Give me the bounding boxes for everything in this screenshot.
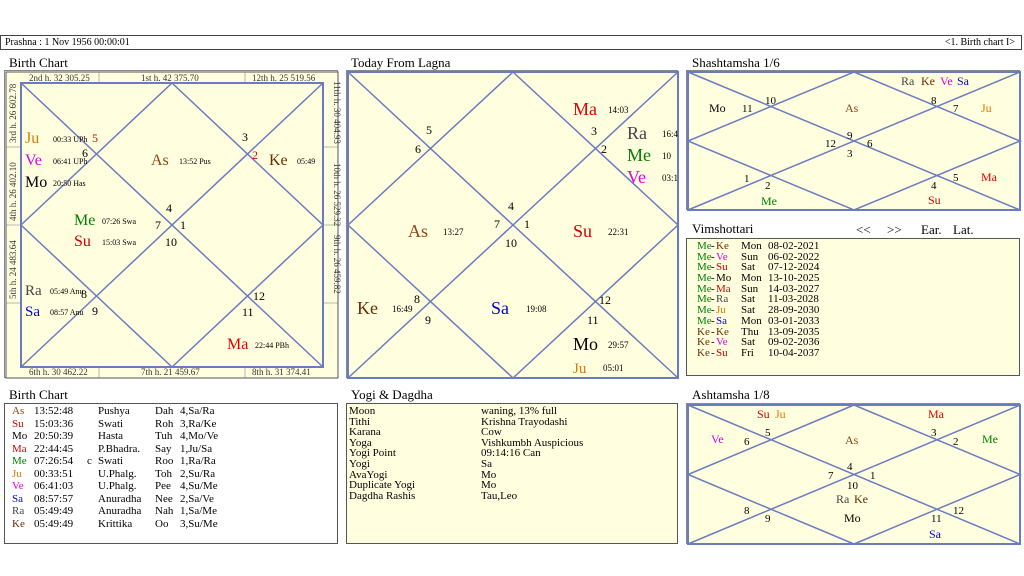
planet-name: Su (12, 417, 24, 430)
yogi-value: Mo (481, 479, 497, 492)
sign-4: 4 (931, 180, 937, 192)
planet-as: As (151, 152, 169, 169)
planet-ke: Ke (854, 492, 868, 506)
dasha-day: Sat (741, 304, 756, 317)
sign-10: 10 (765, 95, 776, 107)
sign-1: 1 (870, 470, 876, 482)
sign-8: 8 (414, 292, 420, 306)
dasha-date: 14-03-2027 (768, 282, 820, 295)
dasha-day: Sat (741, 293, 756, 306)
planet-detail-su: 15:03 Swa (102, 238, 136, 247)
planet-ma: Ma (227, 336, 249, 353)
dasha-separator: - (711, 272, 715, 285)
syllable: Nah (155, 505, 174, 517)
today-chart-panel (346, 70, 678, 378)
dasha-separator: - (711, 282, 715, 295)
shashtamsha-panel (686, 70, 1020, 210)
dasha-lord: Me (697, 282, 712, 295)
planet-name: As (12, 405, 25, 417)
pada-lords: 1,Ju/Sa (180, 442, 213, 455)
dasha-lord: Ke (697, 325, 710, 338)
dasha-lord: Me (697, 250, 712, 263)
sign-9: 9 (425, 313, 431, 327)
dasha-row[interactable] (697, 316, 1017, 327)
dasha-separator: - (711, 250, 715, 263)
yogi-value: Tau,Leo (481, 489, 518, 502)
yogi-key: AvaYogi (349, 468, 388, 481)
planet-ju: Ju (25, 130, 40, 147)
planet-name: Ju (12, 467, 22, 480)
sign-12: 12 (599, 293, 611, 307)
planet-me: Me (982, 432, 998, 446)
sign-8: 8 (81, 287, 87, 301)
planet-longitude: 07:26:54 (34, 455, 74, 467)
planet-longitude: 06:41:03 (34, 480, 74, 492)
pada-lords: 1,Ra/Ra (180, 455, 216, 467)
birth-chart-title: Birth Chart (9, 55, 68, 70)
dasha-lord: Ke (697, 346, 710, 359)
syllable: Tuh (155, 430, 173, 442)
planet-ju: Ju (981, 101, 992, 115)
today-chart-diagram (347, 71, 679, 379)
nakshatra: U.Phalg. (98, 480, 137, 492)
birth-chart-diagram (5, 71, 342, 379)
house-label-10th: 10th h. 26 529.32 (332, 163, 342, 227)
planet-ve: Ve (711, 432, 724, 446)
planet-ma: Ma (981, 170, 997, 184)
bhukti-lord: Ra (716, 293, 729, 306)
planet-mo: Mo (25, 174, 48, 191)
planet-detail-me: 10 (662, 151, 671, 161)
bhukti-lord: Su (716, 346, 728, 359)
sign-12: 12 (253, 289, 265, 303)
dasha-date: 13-10-2025 (768, 272, 820, 285)
planet-ra: Ra (901, 74, 915, 88)
bhukti-lord: Ke (716, 240, 729, 252)
planet-detail-ke: 05:49 (297, 157, 316, 166)
planet-su: Su (573, 221, 593, 241)
dasha-date: 10-04-2037 (768, 346, 820, 359)
sign-7: 7 (494, 217, 500, 231)
planet-me: Me (761, 194, 777, 208)
dasha-day: Mon (741, 272, 762, 285)
dasha-date: 07-12-2024 (768, 261, 820, 274)
sign-6: 6 (415, 142, 421, 156)
planet-detail-as: 13:52 Pus (179, 157, 211, 166)
nakshatra: Swati (98, 455, 124, 467)
planet-me: Me (627, 145, 651, 165)
planet-row (12, 519, 332, 532)
sign-1: 1 (744, 173, 750, 185)
yogi-value: Vishkumbh Auspicious (481, 436, 584, 449)
planet-detail-ju: 00:33 UPh (53, 135, 88, 144)
sign-8: 8 (744, 505, 750, 517)
sign-11: 11 (931, 513, 942, 525)
later-button[interactable]: Lat. (953, 222, 974, 237)
syllable: Dah (155, 405, 174, 417)
planet-ra: Ra (836, 492, 850, 506)
yogi-key: Tithi (349, 415, 371, 428)
sign-5: 5 (426, 123, 432, 137)
house-label-11th: 11th h. 30 404.93 (332, 81, 342, 144)
sign-12: 12 (953, 505, 964, 517)
planet-name: Mo (12, 430, 28, 442)
planet-row (12, 456, 332, 469)
prev-period-button[interactable]: << (856, 222, 871, 237)
sign-5: 5 (92, 131, 98, 145)
nakshatra: Hasta (98, 430, 124, 442)
planet-ke: Ke (357, 298, 378, 318)
planet-mo: Mo (709, 101, 726, 115)
dasha-lord: Me (697, 272, 712, 285)
dasha-date: 06-02-2022 (768, 250, 820, 263)
planet-detail-mo: 20:50 Has (53, 179, 86, 188)
planet-name: Ke (12, 517, 25, 530)
house-label-3rd: 3rd h. 26 602.78 (8, 83, 18, 143)
house-label-2nd: 2nd h. 32 305.25 (29, 73, 90, 83)
planet-detail-ke: 16:49 (392, 304, 413, 314)
planet-name: Me (12, 455, 27, 467)
dasha-date: 28-09-2030 (768, 304, 820, 317)
planet-name: Ma (12, 442, 27, 455)
ashtamsha-title: Ashtamsha 1/8 (692, 387, 770, 402)
planet-longitude: 13:52:48 (34, 405, 74, 417)
planet-ma: Ma (928, 407, 944, 421)
planet-as: As (845, 433, 859, 447)
bhukti-lord: Ju (716, 304, 726, 317)
yogi-value: Mo (481, 468, 497, 481)
syllable: Toh (155, 467, 172, 480)
sign-9: 9 (92, 304, 98, 318)
dasha-separator: - (711, 293, 715, 306)
dasha-day: Mon (741, 240, 762, 252)
dasha-date: 09-02-2036 (768, 336, 820, 349)
bhukti-lord: Ve (716, 250, 728, 263)
planet-detail-ve: 06:41 UPh (53, 157, 88, 166)
shashtamsha-title: Shashtamsha 1/6 (692, 55, 780, 70)
planet-ra: Ra (627, 123, 647, 143)
house-label-8th: 8th h. 31 374.41 (252, 367, 311, 377)
planet-detail-ma: 14:03 (608, 105, 629, 115)
dasha-day: Fri (741, 346, 754, 359)
dasha-date: 13-09-2035 (768, 325, 820, 338)
planet-as: As (845, 101, 859, 115)
yogi-key: Duplicate Yogi (349, 479, 415, 492)
bhukti-lord: Ve (716, 336, 728, 349)
pada-lords: 4,Sa/Ra (180, 405, 215, 417)
pada-lords: 2,Sa/Ve (180, 492, 214, 505)
house-label-6th: 6th h. 30 462.22 (29, 367, 88, 377)
yogi-row (349, 491, 674, 502)
birth-chart-panel (4, 70, 342, 378)
yogi-key: Moon (349, 405, 376, 417)
planet-detail-ra: 05:49 Anu (50, 287, 84, 296)
dasha-lord: Me (697, 314, 712, 327)
dasha-day: Mon (741, 314, 762, 327)
sign-2: 2 (252, 148, 258, 162)
today-from-lagna-title: Today From Lagna (351, 55, 451, 70)
yogi-value: waning, 13% full (481, 405, 558, 417)
dasha-date: 11-03-2028 (768, 293, 819, 306)
sign-11: 11 (242, 305, 254, 319)
planet-detail-mo: 29:57 (608, 340, 629, 350)
bhukti-lord: Mo (716, 272, 732, 285)
dasha-lord: Me (697, 240, 712, 252)
planet-position-table (12, 406, 332, 531)
ashtamsha-diagram (687, 404, 1021, 545)
sign-3: 3 (242, 130, 248, 144)
syllable: Say (155, 442, 172, 455)
ashtamsha-panel (686, 403, 1020, 544)
yogi-value: Krishna Trayodashi (481, 415, 568, 428)
dasha-day: Sat (741, 336, 756, 349)
planet-ma: Ma (573, 99, 597, 119)
sign-3: 3 (591, 124, 597, 138)
planet-ke: Ke (921, 74, 935, 88)
sign-6: 6 (82, 146, 88, 160)
pada-lords: 2,Su/Ra (180, 467, 216, 480)
sign-6: 6 (867, 138, 873, 150)
dasha-date: 03-01-2033 (768, 314, 820, 327)
syllable: Nee (155, 492, 173, 505)
vimshottari-panel (686, 238, 1020, 376)
sign-11: 11 (587, 313, 599, 327)
yogi-row (349, 406, 674, 417)
birth-chart-table-title: Birth Chart (9, 387, 68, 402)
sign-5: 5 (953, 172, 959, 184)
dasha-separator: - (711, 325, 715, 338)
planet-ke: Ke (269, 152, 288, 169)
planet-ve: Ve (940, 74, 953, 88)
shashtamsha-diagram (687, 71, 1021, 211)
sign-3: 3 (931, 427, 937, 439)
sign-9: 9 (847, 130, 853, 142)
prashna-info: Prashna : 1 Nov 1956 00:00:01 (5, 37, 130, 48)
yogi-key: Yogi (349, 457, 370, 470)
planet-longitude: 20:50:39 (34, 430, 74, 442)
next-period-button[interactable]: >> (887, 222, 902, 237)
bhukti-lord: Sa (716, 314, 727, 327)
planet-ve: Ve (25, 152, 42, 169)
house-label-9th: 9th h. 26 459.82 (332, 235, 342, 294)
planet-longitude: 22:44:45 (34, 442, 74, 455)
dasha-row[interactable] (697, 348, 1017, 359)
yogi-row (349, 459, 674, 470)
planet-su: Su (74, 233, 91, 250)
dasha-separator: - (711, 304, 715, 317)
sign-10: 10 (847, 480, 858, 492)
nakshatra: Pushya (98, 405, 130, 417)
pada-lords: 4,Mo/Ve (180, 430, 219, 442)
planet-ju: Ju (775, 407, 786, 421)
sign-4: 4 (166, 201, 172, 215)
sign-4: 4 (508, 199, 514, 213)
dasha-day: Sat (741, 261, 756, 274)
house-label-12th: 12th h. 25 519.56 (252, 73, 316, 83)
sign-9: 9 (765, 513, 771, 525)
dasha-day: Thu (741, 325, 759, 338)
dasha-separator: - (711, 336, 715, 349)
planet-sa: Sa (929, 527, 941, 541)
chart-selector[interactable]: <1. Birth chart I> (944, 37, 1015, 48)
dasha-separator: - (711, 240, 715, 252)
pada-lords: 4,Su/Me (180, 480, 218, 492)
syllable: Roh (155, 417, 174, 430)
sign-7: 7 (155, 218, 161, 232)
planet-longitude: 08:57:57 (34, 492, 74, 505)
nakshatra: Anuradha (98, 505, 142, 517)
dasha-lord: Me (697, 261, 712, 274)
planet-longitude: 05:49:49 (34, 505, 74, 517)
planet-detail-ma: 22:44 PBh (255, 341, 290, 350)
planet-name: Sa (12, 492, 23, 505)
yogi-key: Yoga (349, 436, 372, 449)
planet-detail-ju: 05:01 (603, 363, 624, 373)
planet-mo: Mo (844, 511, 861, 525)
dasha-day: Sun (741, 250, 759, 263)
planet-longitude: 00:33:51 (34, 467, 74, 480)
sign-7: 7 (828, 470, 834, 482)
pada-lords: 3,Ra/Ke (180, 417, 217, 430)
sign-10: 10 (505, 236, 517, 250)
yogi-dagdha-title: Yogi & Dagdha (351, 387, 433, 402)
sign-2: 2 (765, 180, 771, 192)
sign-4: 4 (847, 461, 853, 473)
planet-sa: Sa (25, 304, 40, 320)
planet-detail-ra: 16:4 (662, 129, 679, 139)
nakshatra: Anuradha (98, 492, 142, 505)
house-label-5th: 5th h. 24 483.64 (8, 240, 18, 299)
planet-su: Su (928, 193, 941, 207)
yogi-key: Dagdha Rashis (349, 489, 416, 502)
planet-as: As (408, 221, 429, 241)
planet-name: Ra (12, 505, 25, 517)
dasha-date: 08-02-2021 (768, 240, 820, 252)
sign-2: 2 (601, 142, 607, 156)
earlier-button[interactable]: Ear. (921, 222, 942, 237)
bhukti-lord: Ma (716, 282, 731, 295)
bhukti-lord: Ke (716, 325, 729, 338)
syllable: Pee (155, 480, 171, 492)
yogi-key: Karana (349, 426, 381, 439)
bhukti-lord: Su (716, 261, 728, 274)
yogi-panel (346, 403, 678, 544)
planet-ju: Ju (573, 361, 587, 377)
sign-3: 3 (847, 148, 853, 160)
sign-1: 1 (180, 218, 186, 232)
planet-sa: Sa (957, 74, 969, 88)
planet-name: Ve (12, 480, 24, 492)
dasha-lord: Me (697, 304, 712, 317)
dasha-lord: Me (697, 293, 712, 306)
planet-sa: Sa (491, 298, 509, 318)
yogi-value: Sa (481, 457, 492, 470)
pada-lords: 1,Sa/Me (180, 505, 217, 517)
sign-11: 11 (742, 103, 753, 115)
yogi-value: 09:14:16 Can (481, 447, 541, 460)
planet-su: Su (757, 407, 770, 421)
nakshatra: Swati (98, 417, 124, 430)
nakshatra: P.Bhadra. (98, 442, 141, 455)
planet-detail-sa: 08:57 Anu (50, 308, 84, 317)
sign-2: 2 (953, 436, 959, 448)
sign-6: 6 (744, 436, 750, 448)
birth-table-panel (4, 403, 338, 544)
sign-12: 12 (825, 138, 836, 150)
planet-row (12, 431, 332, 444)
dasha-day: Sun (741, 282, 759, 295)
combust-flag: c (87, 455, 92, 467)
planet-ve: Ve (627, 167, 646, 187)
sign-8: 8 (931, 95, 937, 107)
sign-5: 5 (765, 427, 771, 439)
yogi-row (349, 417, 674, 428)
planet-ra: Ra (25, 283, 42, 299)
vimshottari-list (697, 241, 1017, 359)
planet-row (12, 481, 332, 494)
pada-lords: 3,Su/Me (180, 517, 218, 530)
syllable: Roo (155, 455, 174, 467)
planet-mo: Mo (573, 334, 599, 354)
sign-10: 10 (165, 235, 177, 249)
house-label-4th: 4th h. 26 402.10 (8, 162, 18, 221)
house-label-7th: 7th h. 21 459.67 (141, 367, 200, 377)
planet-longitude: 05:49:49 (34, 517, 74, 530)
planet-detail-as: 13:27 (443, 227, 464, 237)
yogi-value: Cow (481, 426, 502, 439)
planet-longitude: 15:03:36 (34, 417, 74, 430)
planet-me: Me (74, 212, 96, 229)
planet-row (12, 506, 332, 519)
nakshatra: U.Phalg. (98, 467, 137, 480)
dasha-lord: Ke (697, 336, 710, 349)
yogi-dagdha-table (349, 406, 674, 501)
syllable: Oo (155, 517, 169, 530)
planet-detail-su: 22:31 (608, 227, 629, 237)
yogi-row (349, 448, 674, 459)
planet-detail-sa: 19:08 (526, 304, 547, 314)
sign-7: 7 (953, 103, 959, 115)
sign-1: 1 (524, 217, 530, 231)
nakshatra: Krittika (98, 517, 133, 530)
planet-detail-ve: 03:1 (662, 173, 679, 183)
vimshottari-title: Vimshottari (692, 221, 754, 236)
planet-detail-me: 07:26 Swa (102, 217, 136, 226)
yogi-key: Yogi Point (349, 447, 396, 460)
house-label-1st: 1st h. 42 375.70 (141, 73, 199, 83)
dasha-separator: - (711, 346, 715, 359)
dasha-separator: - (711, 314, 715, 327)
planet-row (12, 406, 332, 419)
dasha-separator: - (711, 261, 715, 274)
prashna-bar (0, 35, 1022, 50)
